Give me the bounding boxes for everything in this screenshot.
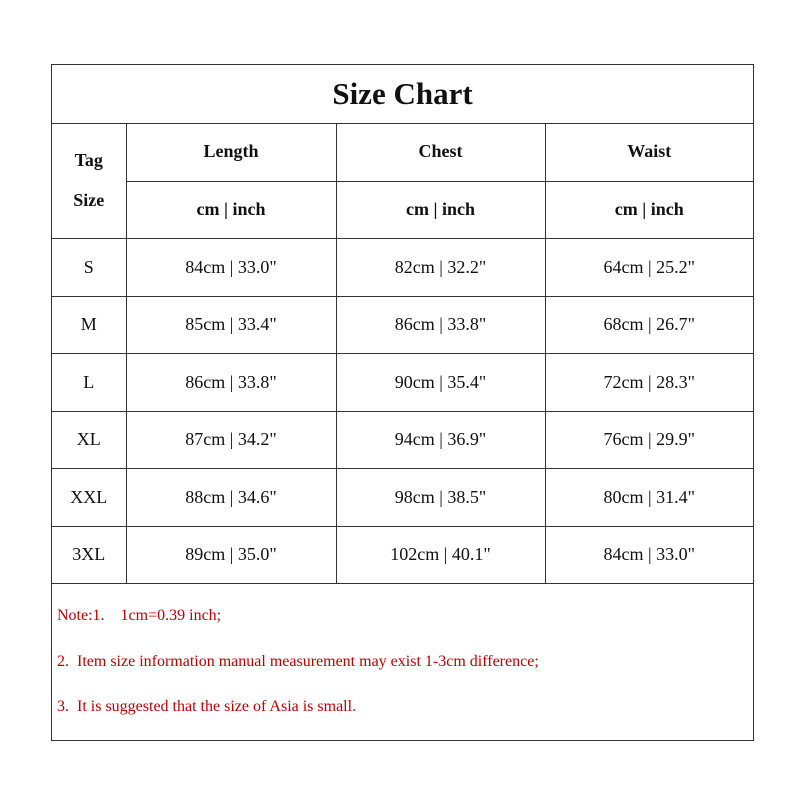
- waist-cell: 80cm | 31.4": [545, 468, 753, 526]
- table-row: [52, 411, 753, 468]
- waist-cell: 84cm | 33.0": [545, 526, 753, 583]
- note-1: Note:1. 1cm=0.39 inch;: [57, 607, 222, 624]
- waist-cell: 76cm | 29.9": [545, 411, 753, 468]
- length-cell: 85cm | 33.4": [126, 296, 336, 353]
- chest-cell: 82cm | 32.2": [336, 238, 545, 296]
- chest-header: Chest: [336, 123, 545, 181]
- length-cell: 87cm | 34.2": [126, 411, 336, 468]
- waist-cell: 64cm | 25.2": [545, 238, 753, 296]
- size-label: Size: [73, 190, 105, 211]
- length-cell: 86cm | 33.8": [126, 353, 336, 411]
- size-cell: 3XL: [52, 526, 126, 583]
- header-row: [52, 123, 753, 181]
- table-row: [52, 353, 753, 411]
- chest-cell: 94cm | 36.9": [336, 411, 545, 468]
- table-row: [52, 238, 753, 296]
- chest-cell: 86cm | 33.8": [336, 296, 545, 353]
- waist-cell: 72cm | 28.3": [545, 353, 753, 411]
- chest-units: cm | inch: [336, 181, 545, 238]
- chest-cell: 102cm | 40.1": [336, 526, 545, 583]
- note-3: 3. It is suggested that the size of Asia is small.: [57, 698, 357, 715]
- size-cell: L: [52, 353, 126, 411]
- chest-cell: 98cm | 38.5": [336, 468, 545, 526]
- table-row: [52, 296, 753, 353]
- size-cell: XL: [52, 411, 126, 468]
- size-cell: M: [52, 296, 126, 353]
- chart-title: Size Chart: [52, 65, 753, 124]
- tag-label: Tag: [74, 150, 103, 171]
- waist-units: cm | inch: [545, 181, 753, 238]
- chest-cell: 90cm | 35.4": [336, 353, 545, 411]
- length-header: Length: [126, 123, 336, 181]
- table-row: [52, 526, 753, 583]
- length-cell: 84cm | 33.0": [126, 238, 336, 296]
- size-cell: XXL: [52, 468, 126, 526]
- length-cell: 89cm | 35.0": [126, 526, 336, 583]
- length-units: cm | inch: [126, 181, 336, 238]
- waist-cell: 68cm | 26.7": [545, 296, 753, 353]
- units-row: [52, 181, 753, 238]
- table-row: [52, 468, 753, 526]
- length-cell: 88cm | 34.6": [126, 468, 336, 526]
- size-table: [52, 123, 753, 584]
- waist-header: Waist: [545, 123, 753, 181]
- size-chart: [51, 64, 754, 741]
- note-2: 2. Item size information manual measurement may exist 1-3cm difference;: [57, 653, 539, 670]
- tag-size-header: [52, 123, 126, 238]
- size-cell: S: [52, 238, 126, 296]
